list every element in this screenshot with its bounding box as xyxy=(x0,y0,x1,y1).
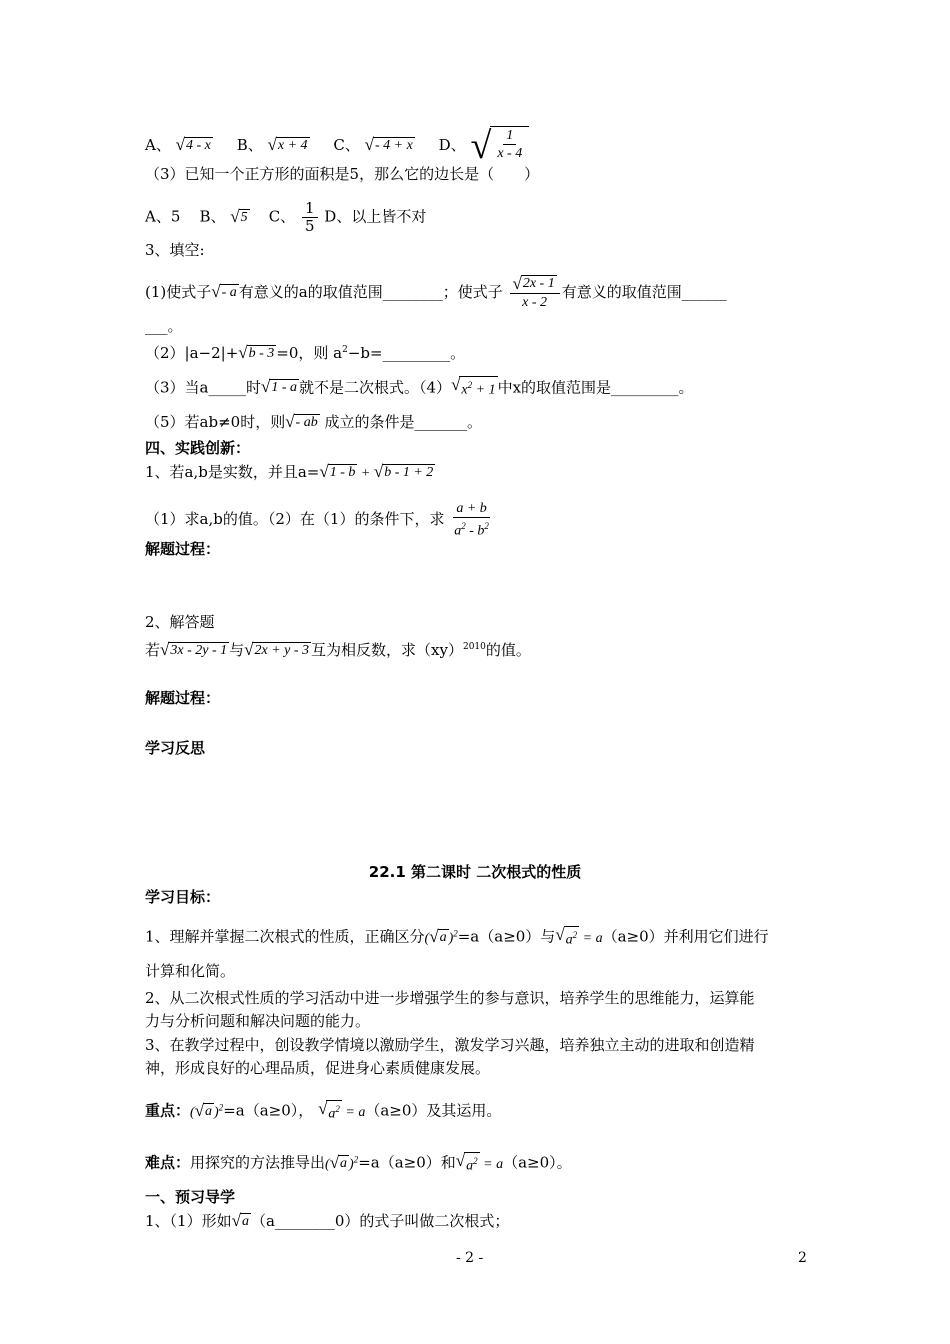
difficulty: 难点：用探究的方法推导出(√a )$^2$=a（a≥0）和$√a^2 = a(a\ge 0)$。 xyxy=(145,1151,572,1174)
fill-p3: （3）当a_____时√1 - a 就不是二次根式。$(4)√x^2 + 1$ 中x的取值范围是_________。 xyxy=(145,375,694,398)
q3-option-b-radicand: 5 xyxy=(240,209,248,225)
preview-title: 一、预习导学 xyxy=(145,1188,236,1206)
option-d-denominator: x - 4 xyxy=(497,146,523,161)
goal-2-line1: 2、从二次根式性质的学习活动中进一步增强学生的参与意识，培养学生的思维能力，运算能 xyxy=(145,989,755,1007)
goal-1-end: 计算和化简。 xyxy=(145,962,236,980)
fill-p1-text-a: (1)使式子 xyxy=(145,283,212,301)
section4-q2-radicand1: 3x - 2y - 1 xyxy=(170,643,228,658)
q2-options: A、 √4 - x B、 √x + 4 C、 √- 4 + x D、 √ $\frac{1}{x - 4}$ xyxy=(145,126,529,166)
option-a-label: A、 xyxy=(145,136,171,154)
fill-p2-text-a: （2）|a−2|+ xyxy=(145,344,239,362)
goal-1-radicand: a xyxy=(439,930,447,946)
option-d-numerator: 1 xyxy=(503,127,516,145)
preview-1-text-a: 1、（1）形如 xyxy=(145,1212,232,1230)
option-c-label: C、 xyxy=(333,136,360,154)
option-d-label: D、 xyxy=(438,136,466,154)
section4-q2: 若√3x - 2y - 1 与√2x + y - 3 互为相反数，求（xy）$^{2010}$的值。 xyxy=(145,640,531,659)
q3-options: A、5 B、 √5 C、 $\frac{1}{5}$ D、以上皆不对 xyxy=(145,199,427,235)
fill-p4-superscript: 2 xyxy=(467,380,473,390)
section4-q1-sub-text: （1）求a,b的值。（2）在（1）的条件下，求 xyxy=(145,509,445,528)
section4-q2-title: 2、解答题 xyxy=(145,613,215,631)
fill-p2: （2）|a−2|+√b - 3 =0，则 $a^2-b=\_\_\_\_\_\_\_\_\_$。 xyxy=(145,343,466,362)
key-point-label: 重点： xyxy=(145,1101,191,1120)
fill-title: 3、填空: xyxy=(145,241,205,259)
fill-p4-radicand-base: x xyxy=(461,382,468,398)
difficulty-text-b: =a（a≥0）和 xyxy=(358,1153,456,1172)
key-point-text-b: =a（a≥0）， xyxy=(223,1101,314,1120)
fill-p4-radicand-tail: + 1 xyxy=(472,382,496,398)
section4-q2-superscript: 2010 xyxy=(462,642,486,652)
fill-p1-text-c: 有意义的取值范围______ xyxy=(561,283,727,301)
goal-1-text-b: =a（a≥0）与 xyxy=(457,927,556,946)
fill-p2-text-c: −b=_________。 xyxy=(347,344,466,362)
q3-option-b: B、 xyxy=(199,207,226,226)
section4-q1: 1、若a,b是实数，并且a=√1 - b + √b - 1 + 2 xyxy=(145,462,434,481)
preview-1-radicand: a xyxy=(241,1214,249,1229)
key-point: 重点：(√a )$^2$=a（a≥0）， $√a^2 = a(a\ge 0)$及其运用。 xyxy=(145,1099,502,1122)
goal-3-line1: 3、在教学过程中，创设教学情境以激励学生，激发学习兴趣，培养独立主动的进取和创造精 xyxy=(145,1036,755,1054)
fill-p5-text-b: 成立的条件是_______。 xyxy=(319,413,482,431)
goal-1-radicand2: a xyxy=(565,932,573,948)
fill-p3-text-b: 就不是二次根式。（4） xyxy=(299,378,452,397)
solve1-label: 解题过程： xyxy=(145,540,221,558)
fill-p2-text-b: =0，则 a xyxy=(276,344,343,362)
goal-title: 学习目标： xyxy=(145,888,221,906)
section4-q1-plus: + xyxy=(357,466,374,481)
q3-option-c: C、 xyxy=(268,207,296,226)
fill-p3-radicand: 1 - a xyxy=(271,380,298,396)
section4-q2-text-d: 的值。 xyxy=(485,641,531,659)
section4-q2-text-c: 互为相反数，求（xy） xyxy=(311,641,463,659)
difficulty-text-a: 用探究的方法推导出 xyxy=(190,1153,326,1172)
q3-option-a: A、5 xyxy=(145,207,181,226)
q3-option-c-denominator: 5 xyxy=(304,217,315,235)
section4-q2-text-a: 若 xyxy=(145,641,161,659)
preview-1-text-b: （a________0）的式子叫做二次根式； xyxy=(250,1212,510,1230)
fill-p1-radicand: - a xyxy=(221,285,237,300)
section4-q1-radicand1: 1 - b xyxy=(329,465,356,480)
lesson2-title: 22.1 第二课时 二次根式的性质 xyxy=(368,863,582,881)
option-b-radicand: x + 4 xyxy=(277,138,308,153)
preview-1: 1、（1）形如√a （a________0）的式子叫做二次根式； xyxy=(145,1211,510,1230)
goal-2-line2: 力与分析问题和解决问题的能力。 xyxy=(145,1012,371,1030)
section4-q1-radicand2: b - 1 + 2 xyxy=(384,465,434,480)
option-a-radicand: 4 - x xyxy=(185,138,211,153)
page-number-center: - 2 - xyxy=(456,1250,484,1266)
fill-p2-superscript: 2 xyxy=(342,345,348,355)
fill-p5-text-a: （5）若ab≠0时，则 xyxy=(145,413,286,431)
goal-1-text-a: 1、理解并掌握二次根式的性质，正确区分 xyxy=(145,927,425,946)
reflection-heading: 学习反思 xyxy=(145,739,206,757)
section4-q1-text: 1、若a,b是实数，并且a= xyxy=(145,463,320,481)
section4-q1-den-b: - b xyxy=(465,523,485,539)
section4-q1-den-sup2: 2 xyxy=(484,521,489,531)
fill-p3-text-c: 中x的取值范围是_________。 xyxy=(497,378,694,397)
section4-q1-numerator: a + b xyxy=(453,500,489,518)
goal-3-line2: 神，形成良好的心理品质，促进身心素质健康发展。 xyxy=(145,1059,491,1077)
fill-p2-radicand: b - 3 xyxy=(248,346,275,361)
key-point-text-c: （a≥0）及其运用。 xyxy=(365,1101,502,1120)
q3-option-c-numerator: 1 xyxy=(302,200,318,218)
section4-q1-sub xyxy=(145,500,494,540)
option-b-label: B、 xyxy=(236,136,263,154)
fill-p5-radicand: - ab xyxy=(295,415,318,430)
solve2-label: 解题过程： xyxy=(145,689,221,707)
fill-p1-end: ___。 xyxy=(145,317,183,335)
fill-p1-text-b: 有意义的a的取值范围________；使式子 xyxy=(238,283,503,301)
fill-p5: （5）若ab≠0时，则√- ab 成立的条件是_______。 xyxy=(145,412,482,431)
option-c-radicand: - 4 + x xyxy=(374,138,413,153)
section4-q2-radicand2: 2x + y - 3 xyxy=(254,643,310,658)
q3-stem: （3）已知一个正方形的面积是5，那么它的边长是（ ） xyxy=(145,165,540,183)
q3-option-d: D、以上皆不对 xyxy=(324,207,427,226)
difficulty-text-c: （a≥0）。 xyxy=(503,1153,572,1172)
page-number-right: 2 xyxy=(798,1250,807,1266)
fill-p1-numerator: 2x - 1 xyxy=(522,276,555,291)
fill-p1-denominator: x - 2 xyxy=(522,295,548,310)
section4-q1-den-sup1: 2 xyxy=(461,521,466,531)
section4-q2-text-b: 与 xyxy=(229,641,245,659)
goal-1-equals: = a xyxy=(579,930,603,946)
fill-p3-text-a: （3）当a_____时 xyxy=(145,378,261,397)
fill-p1: (1)使式子√- a 有意义的a的取值范围________；使式子 $\frac{√2x - 1}{x - 2}$ 有意义的取值范围______ xyxy=(145,274,727,310)
difficulty-label: 难点： xyxy=(145,1153,191,1172)
goal-1-text-c: （a≥0）并利用它们进行 xyxy=(602,927,769,946)
section4-title: 四、实践创新： xyxy=(145,439,251,457)
goal-1: 1、理解并掌握二次根式的性质，正确区分(√a )$^2$=a（a≥0）与$√a^2 = a(a\ge 0)$并利用它们进行 xyxy=(145,925,769,948)
section4-q1-den-a: a xyxy=(454,523,462,539)
